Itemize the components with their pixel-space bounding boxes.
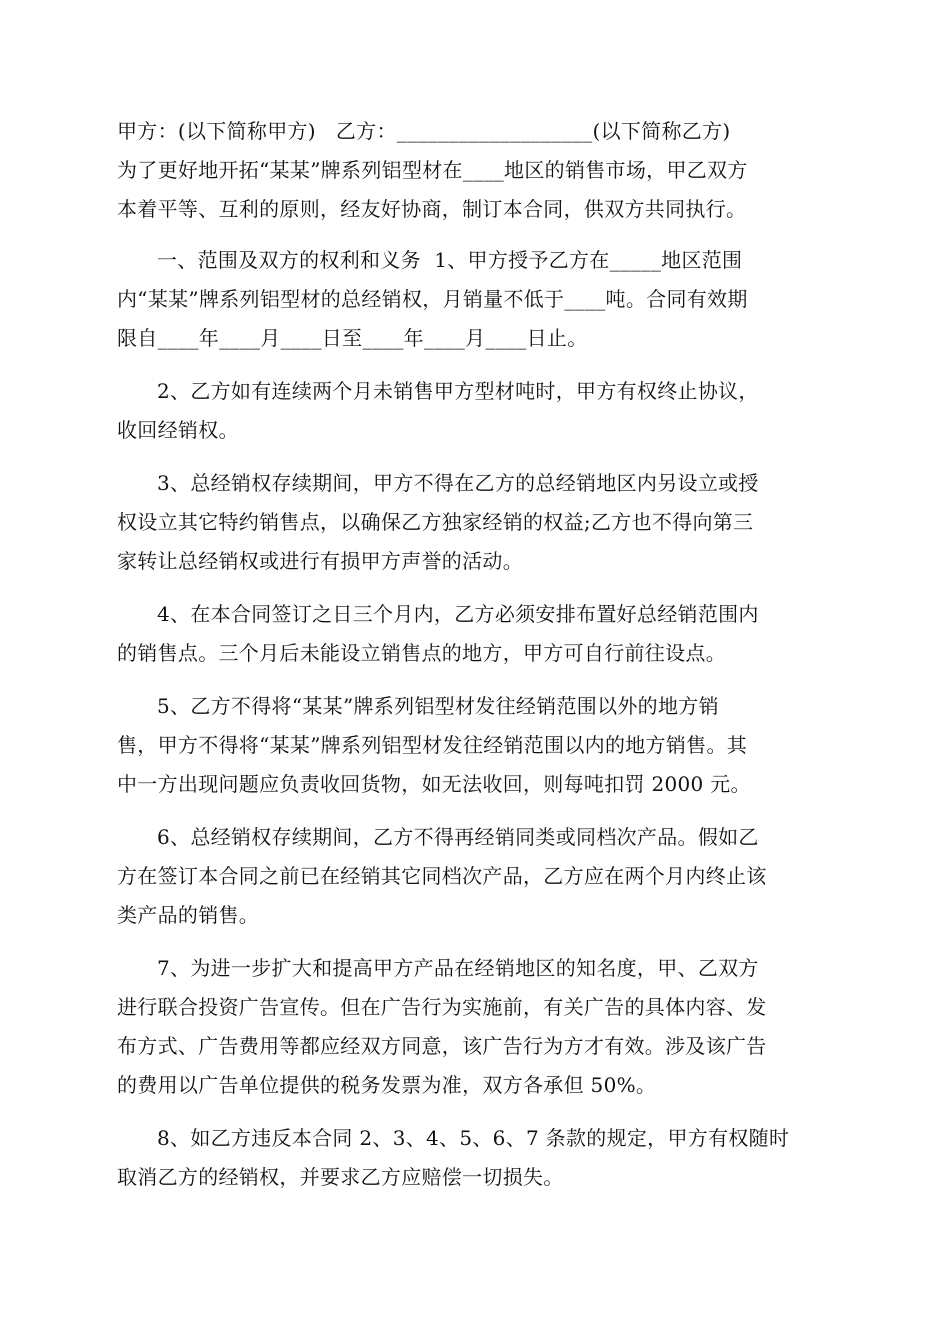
intro-line: 本着平等、互利的原则，经友好协商，制订本合同，供双方共同执行。 (117, 197, 747, 221)
clause-line: 取消乙方的经销权，并要求乙方应赔偿一切损失。 (117, 1165, 564, 1189)
clause-line: 3、总经销权存续期间，甲方不得在乙方的总经销地区内另设立或授 (157, 471, 759, 495)
clause-line: 内“某某”牌系列铝型材的总经销权，月销量不低于____吨。合同有效期 (117, 287, 748, 311)
clause-line: 8、如乙方违反本合同 2、3、4、5、6、7 条款的规定，甲方有权随时 (157, 1126, 790, 1150)
clause-line: 7、为进一步扩大和提高甲方产品在经销地区的知名度，甲、乙双方 (157, 956, 759, 980)
clause-line: 权设立其它特约销售点，以确保乙方独家经销的权益;乙方也不得向第三 (117, 510, 754, 534)
intro-line: 为了更好地开拓“某某”牌系列铝型材在____地区的销售市场，甲乙双方 (117, 158, 748, 182)
clause-line: 进行联合投资广告宣传。但在广告行为实施前，有关广告的具体内容、发 (117, 995, 767, 1019)
clause-line: 收回经销权。 (117, 418, 239, 442)
clause-line: 的销售点。三个月后未能设立销售点的地方，甲方可自行前往设点。 (117, 641, 726, 665)
clause-line: 4、在本合同签订之日三个月内，乙方必须安排布置好总经销范围内 (157, 602, 759, 626)
clause-line: 类产品的销售。 (117, 903, 260, 927)
clause-line: 方在签订本合同之前已在经销其它同档次产品，乙方应在两个月内终止该 (117, 864, 767, 888)
clause-line: 限自____年____月____日至____年____月____日止。 (117, 326, 588, 350)
clause-line: 5、乙方不得将“某某”牌系列铝型材发往经销范围以外的地方销 (157, 694, 719, 718)
clause-line: 家转让总经销权或进行有损甲方声誉的活动。 (117, 549, 523, 573)
clause-line: 2、乙方如有连续两个月未销售甲方型材吨时，甲方有权终止协议， (157, 379, 759, 403)
clause-line: 布方式、广告费用等都应经双方同意，该广告行为方才有效。涉及该广告 (117, 1034, 767, 1058)
clause-line: 的费用以广告单位提供的税务发票为准，双方各承但 50%。 (117, 1073, 657, 1097)
clause-line: 售，甲方不得将“某某”牌系列铝型材发往经销范围以内的地方销售。其 (117, 733, 748, 757)
party-line: 甲方：(以下简称甲方) 乙方：___________________(以下简称乙方) (117, 119, 731, 143)
clause-line: 6、总经销权存续期间，乙方不得再经销同类或同档次产品。假如乙 (157, 825, 759, 849)
clause-line: 中一方出现问题应负责收回货物，如无法收回，则每吨扣罚 2000 元。 (117, 772, 751, 796)
clause-line: 一、范围及双方的权利和义务 1、甲方授予乙方在_____地区范围 (157, 248, 743, 272)
